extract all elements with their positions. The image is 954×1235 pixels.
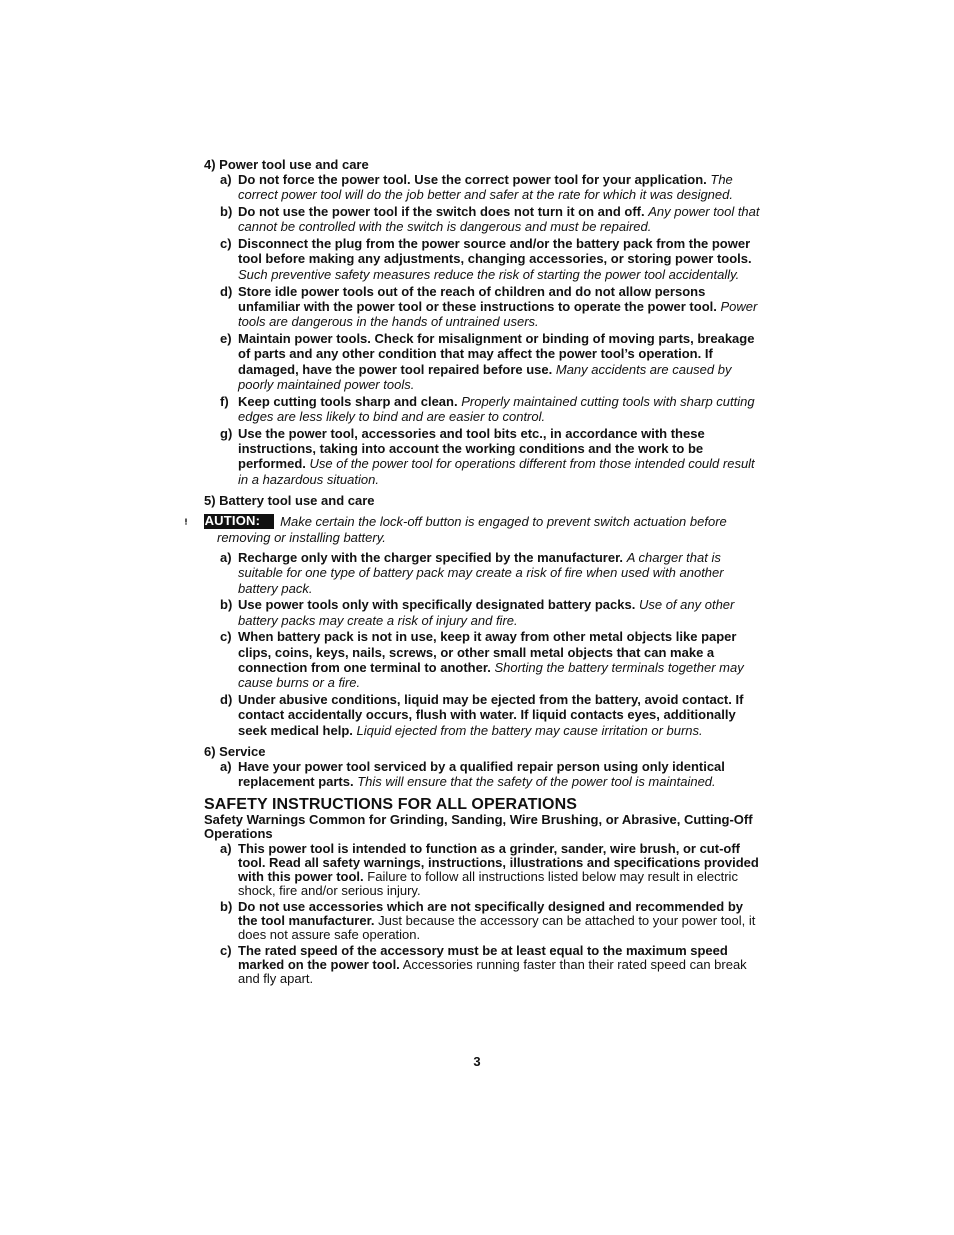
- list-item: [204, 944, 764, 987]
- item-bold-text: When battery pack is not in use, keep it away from other metal objects like paper clips, coins, keys, nails, screws, or other small metal objects that can make a connection from one terminal to another.: [238, 629, 737, 676]
- item-plain-text: Just because the accessory can be attached to your power tool, it does not assure safe operation.: [238, 913, 756, 943]
- item-italic-text: Such preventive safety measures reduce the risk of starting the power tool accidentally.: [238, 266, 740, 282]
- item-italic-text: Many accidents are caused by poorly maintained power tools.: [238, 361, 732, 392]
- item-letter: d): [220, 692, 233, 708]
- item-letter: b): [220, 204, 233, 220]
- safety-subtitle: Safety Warnings Common for Grinding, Sanding, Wire Brushing, or Abrasive, Cutting-Off Operations: [204, 811, 753, 842]
- item-bold-text: Disconnect the plug from the power source and/or the battery pack from the power tool before making any adjustments, changing accessories, or storing power tools.: [238, 236, 752, 267]
- caution-notice: [195, 512, 764, 546]
- section-list: [204, 759, 764, 790]
- section-list: [204, 842, 764, 987]
- item-italic-text: Use of any other battery packs may create a risk of injury and fire.: [238, 597, 735, 628]
- safety-title: SAFETY INSTRUCTIONS FOR ALL OPERATIONS: [204, 795, 578, 813]
- item-letter: a): [220, 172, 232, 187]
- list-item: [204, 900, 764, 943]
- item-letter: d): [220, 283, 233, 299]
- item-italic-text: Use of the power tool for operations different from those intended could result in a hazardous situation.: [238, 456, 755, 487]
- item-bold-text: Have your power tool serviced by a qualified repair person using only identical replacement parts.: [238, 759, 725, 790]
- item-bold-text: Under abusive conditions, liquid may be ejected from the battery, avoid contact. If contact accidentally occurs, flush with water. If liquid contacts eyes, additionally seek medical help.: [238, 692, 744, 738]
- item-italic-text: Liquid ejected from the battery may cause irritation or burns.: [356, 722, 703, 738]
- section-safety-instructions: [204, 796, 764, 987]
- section-service: [204, 744, 764, 790]
- section-heading: 4) Power tool use and care: [204, 157, 369, 172]
- item-letter: a): [220, 840, 232, 856]
- item-italic-text: Shorting the battery terminals together may cause burns or a fire.: [238, 660, 744, 691]
- item-letter: e): [220, 330, 232, 346]
- item-bold-text: Do not use accessories which are not specifically designed and recommended by the tool manufacturer.: [238, 898, 743, 929]
- item-bold-text: This power tool is intended to function as a grinder, sander, wire brush, or cut-off tool. Read all safety warnings, instructions, illustrations and specifications provided with this power tool.: [238, 840, 759, 884]
- list-item: [204, 842, 764, 899]
- section-heading: 5) Battery tool use and care: [204, 492, 375, 508]
- list-item: [204, 284, 764, 330]
- caution-badge-label: CAUTION:: [195, 512, 261, 528]
- item-bold-text: The rated speed of the accessory must be at least equal to the maximum speed marked on the power tool.: [238, 943, 728, 973]
- manual-page: [195, 157, 764, 988]
- item-bold-text: Recharge only with the charger specified by the manufacturer.: [238, 549, 624, 565]
- item-letter: c): [220, 629, 232, 645]
- item-bold-text: Do not force the power tool. Use the correct power tool for your application.: [238, 172, 707, 187]
- item-bold-text: Do not use the power tool if the switch does not turn it on and off.: [238, 204, 645, 220]
- item-italic-text: Properly maintained cutting tools with sharp cutting edges are less likely to bind and are easier to control.: [238, 393, 755, 424]
- item-italic-text: The correct power tool will do the job better and safer at the rate for which it was designed.: [238, 172, 733, 203]
- page-number: 3: [473, 1054, 481, 1069]
- list-item: [204, 759, 764, 790]
- list-item: [204, 394, 764, 425]
- item-letter: c): [220, 943, 232, 959]
- item-italic-text: This will ensure that the safety of the power tool is maintained.: [357, 774, 716, 790]
- item-letter: g): [220, 425, 233, 441]
- item-letter: b): [220, 898, 233, 914]
- item-plain-text: Accessories running faster than their rated speed can break and fly apart.: [238, 957, 747, 987]
- item-bold-text: Use the power tool, accessories and tool bits etc., in accordance with these instructions, taking into account the working conditions and the work to be performed.: [238, 425, 705, 472]
- caution-badge: [195, 512, 274, 529]
- item-italic-text: A charger that is suitable for one type of battery pack may create a risk of fire when used with another battery pack.: [238, 549, 724, 596]
- list-item: [204, 550, 764, 596]
- item-letter: c): [220, 236, 232, 252]
- list-item: [204, 236, 764, 282]
- list-item: [204, 172, 764, 203]
- item-bold-text: Maintain power tools. Check for misalignment or binding of moving parts, breakage of parts and any other condition that may affect the power tool’s operation. If damaged, have the power tool repaired before use.: [238, 330, 755, 377]
- section-power-tool-use: [204, 157, 764, 487]
- section-list: [204, 550, 764, 738]
- item-italic-text: Power tools are dangerous in the hands of untrained users.: [238, 298, 758, 330]
- item-bold-text: Store idle power tools out of the reach of children and do not allow persons unfamiliar with the power tool or these instructions to operate the power tool.: [238, 283, 717, 314]
- section-list: [204, 172, 764, 487]
- item-bold-text: Use power tools only with specifically designated battery packs.: [238, 597, 636, 613]
- caution-text: Make certain the lock-off button is engaged to prevent switch actuation before removing or installing battery.: [217, 513, 727, 545]
- item-bold-text: Keep cutting tools sharp and clean.: [238, 393, 458, 409]
- list-item: [204, 692, 764, 738]
- item-letter: f): [220, 393, 229, 409]
- list-item: [204, 331, 764, 392]
- item-italic-text: Any power tool that cannot be controlled with the switch is dangerous and must be repaired.: [238, 204, 760, 235]
- item-plain-text: Failure to follow all instructions listed below may result in electric shock, fire and/or serious injury.: [238, 869, 738, 899]
- list-item: [204, 204, 764, 235]
- item-letter: a): [220, 549, 232, 565]
- list-item: [204, 597, 764, 628]
- item-letter: b): [220, 597, 233, 613]
- section-heading: 6) Service: [204, 744, 266, 759]
- section-battery-tool-use: [195, 492, 764, 738]
- list-item: [204, 629, 764, 690]
- list-item: [204, 426, 764, 487]
- item-letter: a): [220, 759, 232, 774]
